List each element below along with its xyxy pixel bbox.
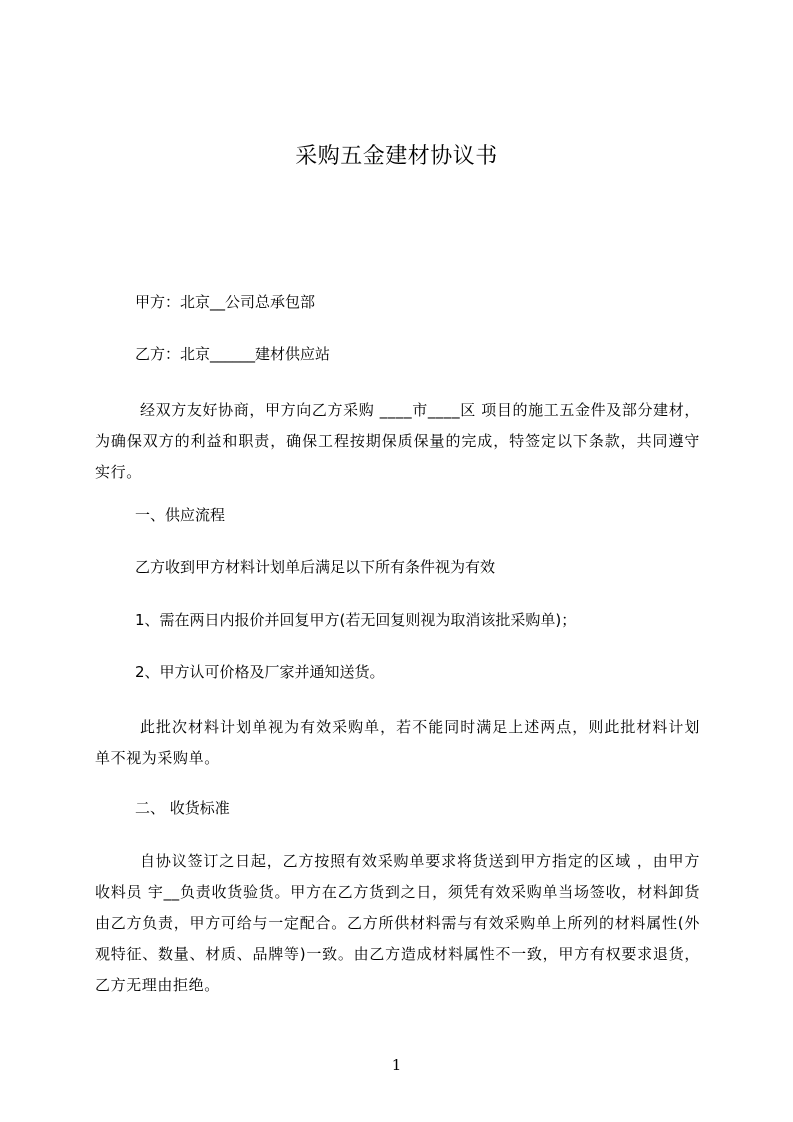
section1-note-paragraph: 此批次材料计划单视为有效采购单，若不能同时满足上述两点，则此批材料计划单不视为采购单。 <box>95 718 700 767</box>
section2-body-paragraph: 自协议签订之日起，乙方按照有效采购单要求将货送到甲方指定的区域 ，由甲方收料员 宇__负责收货验货。甲方在乙方货到之日，须凭有效采购单当场签收，材料卸货由乙方负责，甲方可给与一定配合。乙方所供材料需与有效采购单上所列的材料属性(外观特征、数量、材质、品牌等)一致。由乙方造成材料属性不一致，甲方有权要求退货，乙方无理由拒绝。 <box>95 852 700 994</box>
section2-heading: 二、 收货标准 <box>135 799 230 817</box>
section1-condition-line: 乙方收到甲方材料计划单后满足以下所有条件视为有效 <box>135 558 496 576</box>
party-b-line: 乙方：北京______建材供应站 <box>135 345 331 363</box>
section1-heading: 一、供应流程 <box>135 506 226 524</box>
section1-item-2: 2、甲方认可价格及厂家并通知送货。 <box>135 663 385 681</box>
document-title: 采购五金建材协议书 <box>295 144 498 169</box>
party-a-line: 甲方：北京__公司总承包部 <box>135 293 316 311</box>
intro-paragraph: 经双方友好协商，甲方向乙方采购 ____市____区 项目的施工五金件及部分建材，为确保双方的利益和职责，确保工程按期保质保量的完成，特签定以下条款，共同遵守实行。 <box>95 401 700 481</box>
section1-item-1: 1、需在两日内报价并回复甲方(若无回复则视为取消该批采购单)； <box>135 611 577 629</box>
page-number: 1 <box>391 1056 402 1074</box>
